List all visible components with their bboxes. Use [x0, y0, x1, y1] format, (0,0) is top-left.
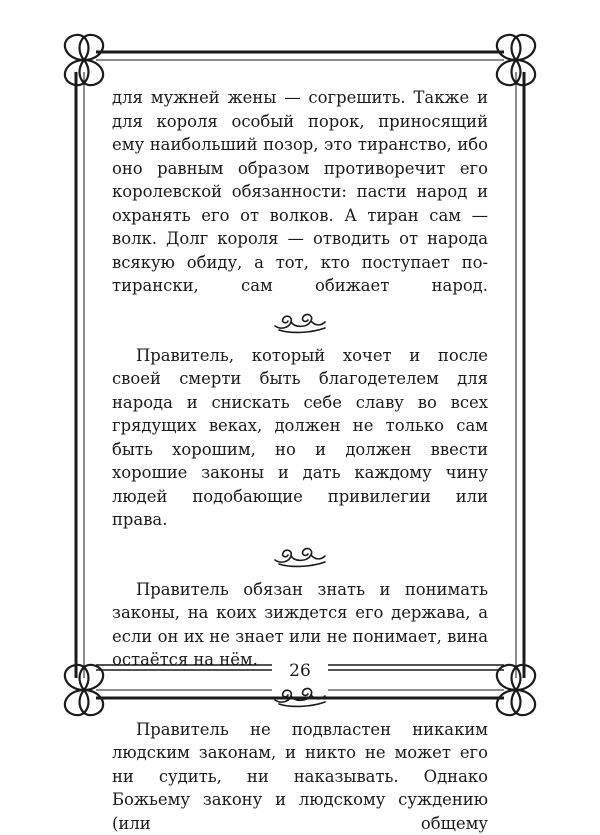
paragraph-not-subject: Правитель не подвластен никаким людским законам, и никто не может его ни судить, ни наказывать. Однако Божьему закону и людскому суждению (или общему — [112, 718, 488, 835]
swirl-ornament-icon — [271, 682, 329, 708]
page-body — [112, 86, 488, 835]
paragraph-know-laws: Правитель обязан знать и понимать законы, на коих зиждется его держава, а если он их не знает или не понимает, вина остаётся на нём. — [112, 578, 488, 672]
swirl-ornament-icon — [271, 308, 329, 334]
paragraph-separator — [112, 298, 488, 344]
swirl-ornament-icon — [271, 542, 329, 568]
page-number — [0, 661, 600, 681]
paragraph-separator — [112, 532, 488, 578]
paragraph-ruler-legacy: Правитель, который хочет и после своей смерти быть благодетелем для народа и снискать себе славу во всех грядущих веках, должен не только сам быть хорошим, но и должен ввести хорошие законы и дать каждому чину людей подобающие привилегии или права. — [112, 344, 488, 532]
paragraph-continuation: для мужней жены — согрешить. Также и для короля особый порок, приносящий ему наибольший позор, это тиранство, ибо оно равным образом противоречит его королевской обязанности: пасти народ и охранять его от волков. А тиран сам — волк. Долг короля — отводить от народа всякую обиду, а тот, кто поступает по-тирански, сам обижает народ. — [112, 86, 488, 298]
page-number-text: 26 — [279, 661, 321, 681]
